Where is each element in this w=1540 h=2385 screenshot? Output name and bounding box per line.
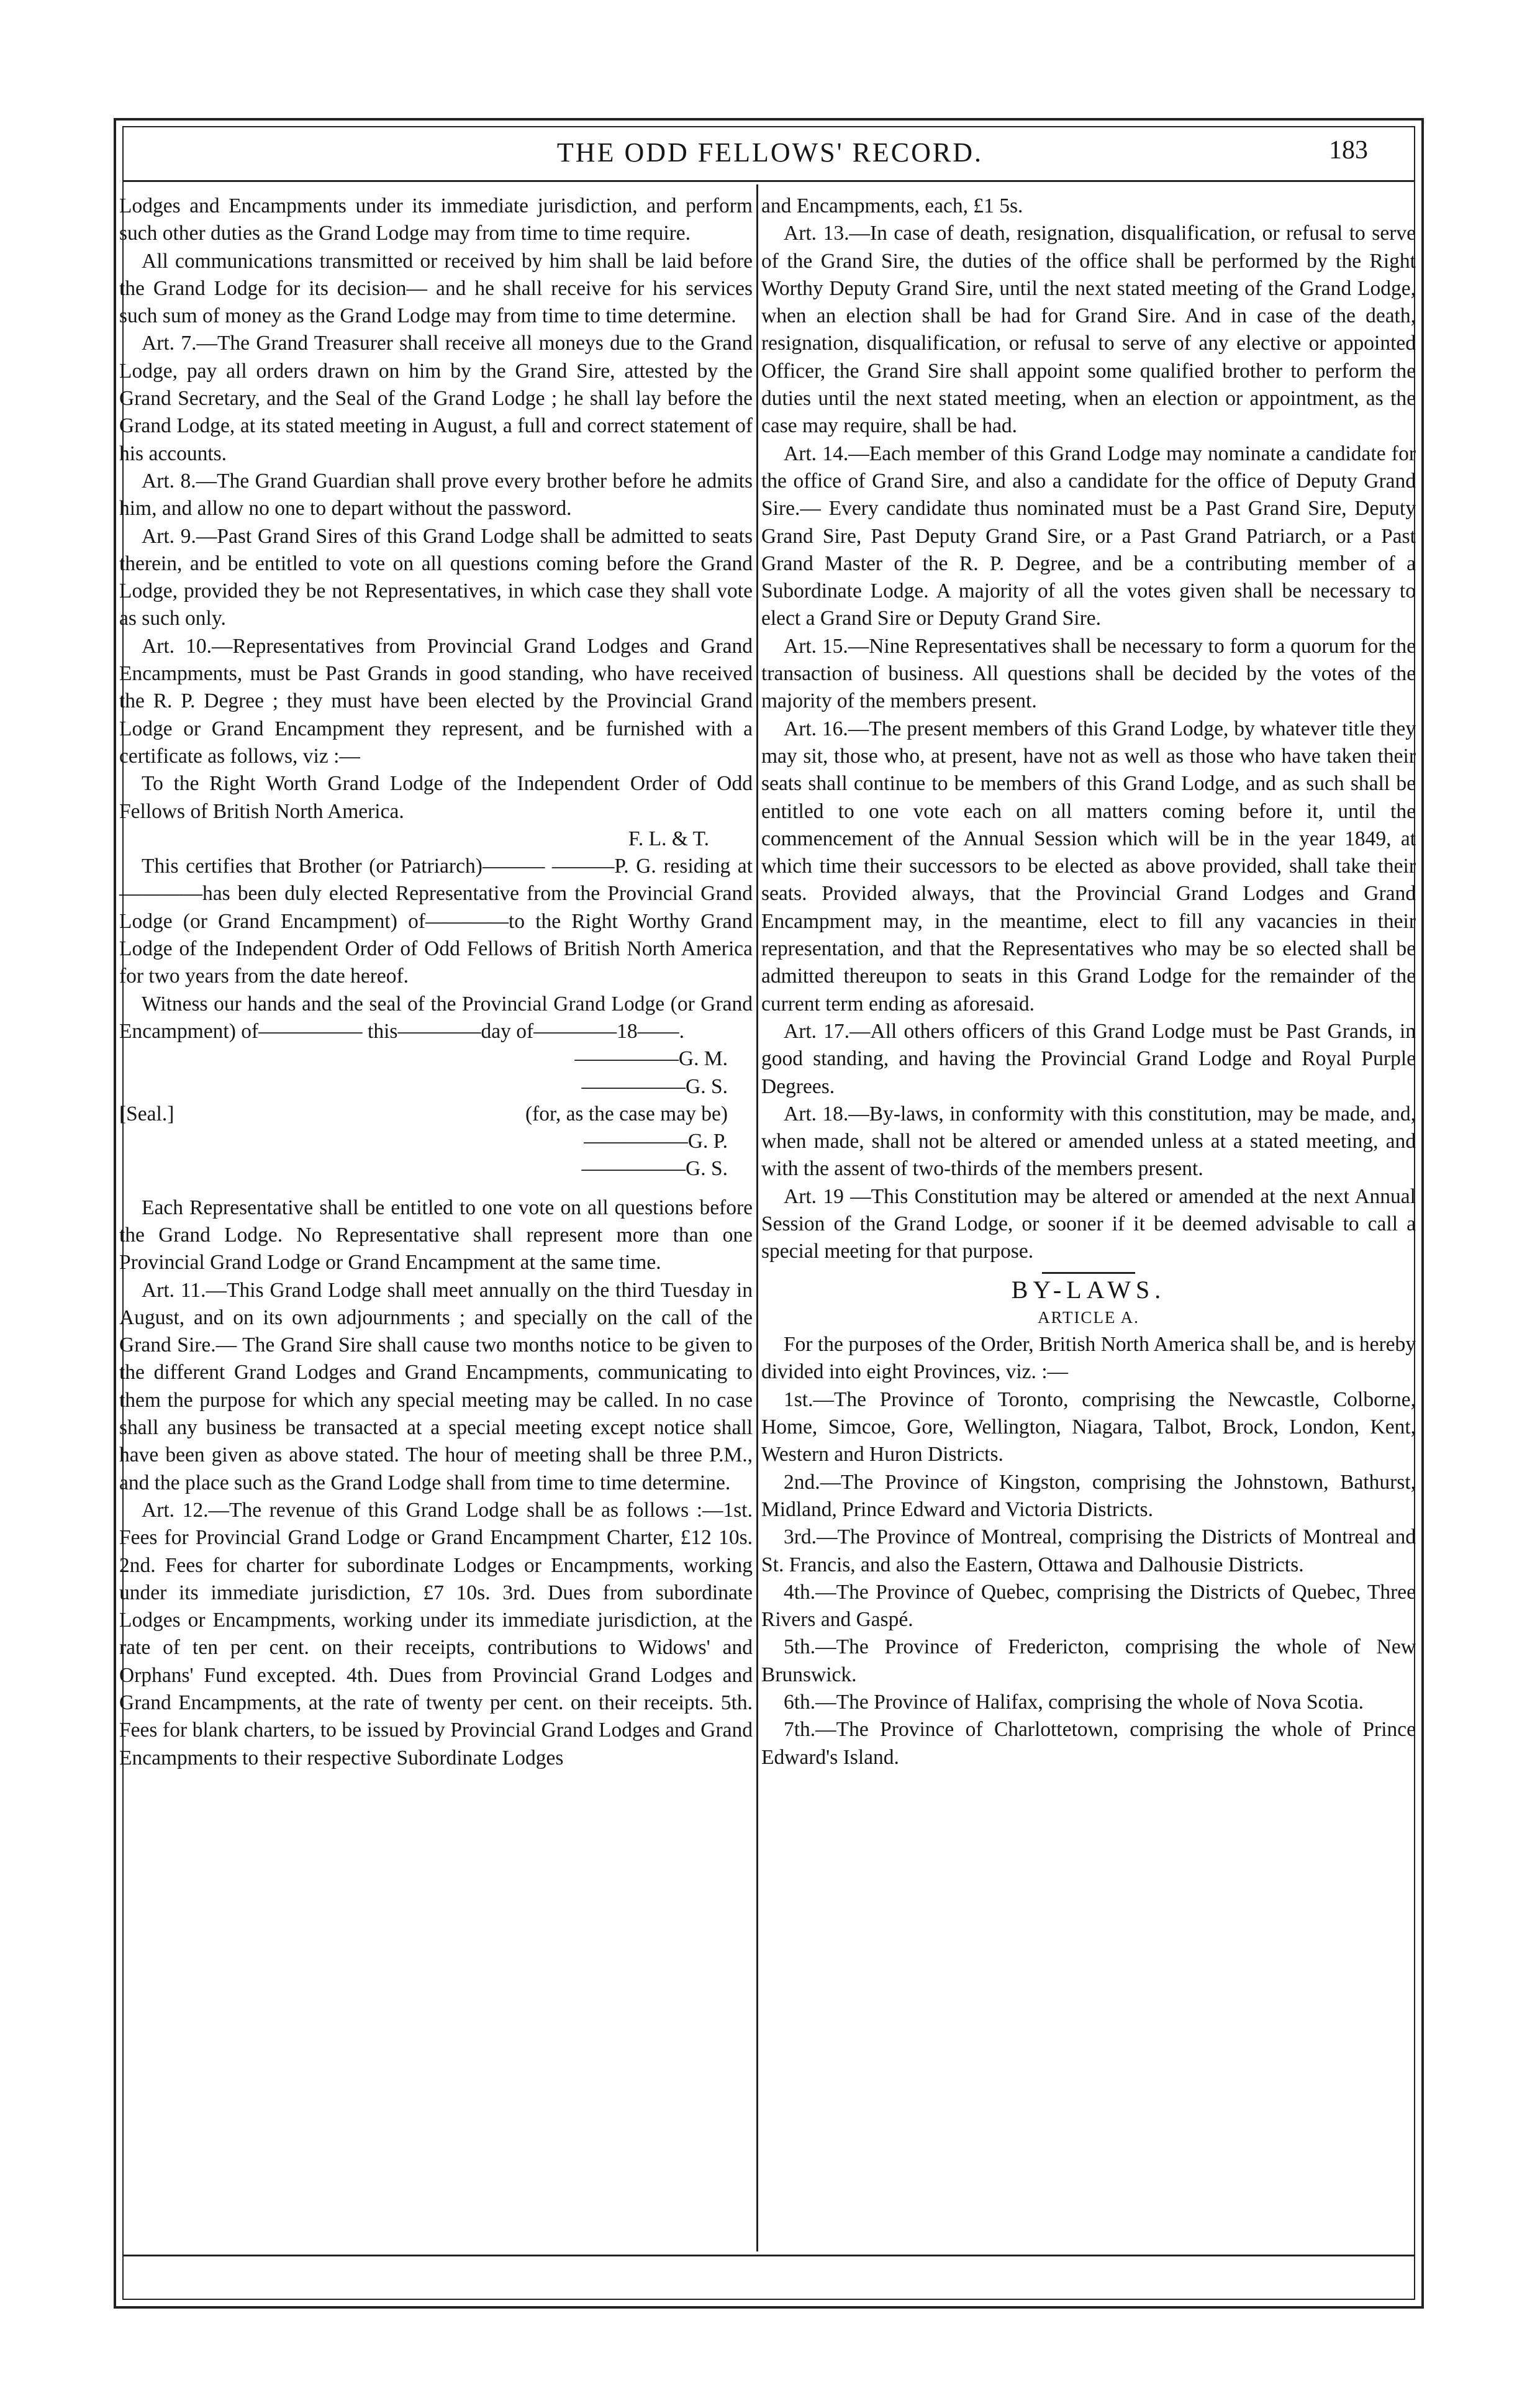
- province-7: 7th.—The Province of Charlottetown, comprising the whole of Prince Edward's Island.: [761, 1718, 1416, 1769]
- article-10: Art. 10.—Representatives from Provincial Grand Lodges and Grand Encampments, must be Past Grands in good standing, who have received the R. P. Degree ; they must have been elected by the Provincial Grand Lodge or Grand Encampment they represent, and be furnished with a certificate as follows, viz :—: [119, 634, 753, 768]
- article-11: Art. 11.—This Grand Lodge shall meet annually on the third Tuesday in August, and on its own adjournments ; and specially on the call of the Grand Sire.— The Grand Sire shall cause two months notice to be given to the different Grand Lodges and Grand Encampments, communicating to them the purpose for which any special meeting may be called. In no case shall any business be transacted at a special meeting except notice shall have been given as above stated. The hour of meeting shall be three P.M., and the place such as the Grand Lodge shall from time to time determine.: [119, 1278, 753, 1494]
- column-divider: [756, 184, 758, 2251]
- seal-label: [Seal.]: [119, 1102, 174, 1125]
- province-1: 1st.—The Province of Toronto, comprising the Newcastle, Colborne, Home, Simcoe, Gore, Wellington, Niagara, Talbot, Brock, London, Kent, Western and Huron Districts.: [761, 1388, 1416, 1466]
- running-head-title: THE ODD FELLOWS' RECORD.: [556, 137, 984, 168]
- paragraph: and Encampments, each, £1 5s.: [761, 194, 1023, 217]
- signature-gm: —————G. M.: [574, 1047, 728, 1071]
- left-column: [119, 193, 753, 1772]
- footer-rule: [123, 2255, 1415, 2256]
- certificate-body: This certifies that Brother (or Patriarch)——— ———P. G. residing at————has been duly elected Representative from the Provincial Grand Lodge (or Grand Encampment) of————to the Right Worthy Grand Lodge of the Independent Order of Odd Fellows of British North America for two years from the date hereof.: [119, 855, 753, 988]
- article-15: Art. 15.—Nine Representatives shall be necessary to form a quorum for the transaction of business. All questions shall be decided by the votes of the majority of the members present.: [761, 634, 1416, 713]
- signature-gs-2: —————G. S.: [581, 1157, 728, 1181]
- province-6: 6th.—The Province of Halifax, comprising the whole of Nova Scotia.: [784, 1691, 1364, 1714]
- certificate-witness: Witness our hands and the seal of the Provincial Grand Lodge (or Grand Encampment) of————— this————day of————18——.: [119, 992, 753, 1043]
- province-5: 5th.—The Province of Fredericton, comprising the whole of New Brunswick.: [761, 1635, 1416, 1686]
- article-18: Art. 18.—By-laws, in conformity with this constitution, may be made, and, when made, shall not be altered or amended unless at a stated meeting, and with the assent of two-thirds of the members present.: [761, 1102, 1416, 1181]
- article-9: Art. 9.—Past Grand Sires of this Grand Lodge shall be admitted to seats therein, and be entitled to vote on all questions coming before the Grand Lodge, provided they be not Representatives, in which case they shall vote as such only.: [119, 524, 753, 630]
- certificate-address: To the Right Worth Grand Lodge of the Independent Order of Odd Fellows of British North America.: [119, 772, 753, 823]
- article-13: Art. 13.—In case of death, resignation, disqualification, or refusal to serve of the Grand Sire, the duties of the office shall be performed by the Right Worthy Deputy Grand Sire, until the next stated meeting of the Grand Lodge, when an election shall be had for Grand Sire. And in case of the death, resignation, disqualification, or refusal to serve of any elective or appointed Officer, the Grand Sire shall appoint some qualified brother to perform the duties until the next stated meeting, when an election or appointment, as the case may require, shall be had.: [761, 222, 1416, 438]
- paragraph: All communications transmitted or received by him shall be laid before the Grand Lodge for its decision— and he shall receive for his services such sum of money as the Grand Lodge may from time to time determine.: [119, 249, 753, 328]
- article-19: Art. 19 —This Constitution may be altered or amended at the next Annual Session of the Grand Lodge, or sooner if it be deemed advisable to call a special meeting for that purpose.: [761, 1184, 1416, 1263]
- article-17: Art. 17.—All others officers of this Grand Lodge must be Past Grands, in good standing, and having the Provincial Grand Lodge and Royal Purple Degrees.: [761, 1019, 1416, 1098]
- certificate-motto: F. L. & T.: [628, 827, 709, 850]
- page-number: 183: [1329, 136, 1368, 165]
- article-12: Art. 12.—The revenue of this Grand Lodge shall be as follows :—1st. Fees for Provincial Grand Lodge or Grand Encampment Charter, £12 10s. 2nd. Fees for charter for subordinate Lodges or Encampments, working under its immediate jurisdiction, £7 10s. 3rd. Dues from subordinate Lodges or Encampments, working under its immediate jurisdiction, at the rate of ten per cent. on their receipts, contributions to Widows' and Orphans' Fund excepted. 4th. Dues from Provincial Grand Lodges and Grand Encampments, at the rate of twenty per cent. on their receipts. 5th. Fees for blank charters, to be issued by Provincial Grand Lodges and Grand Encampments to their respective Subordinate Lodges: [119, 1498, 753, 1769]
- article-16: Art. 16.—The present members of this Grand Lodge, by whatever title they may sit, those who, at present, have not as well as those who have taken their seats shall continue to be members of this Grand Lodge, and as such shall be entitled to one vote each on all matters coming before it, until the commencement of the Annual Session which will be in the year 1849, at which time their successors to be elected as above provided, shall take their seats. Provided always, that the Provincial Grand Lodges and Grand Encampment may, in the meantime, elect to fill any vacancies in their representation, and that the Representatives who may be so elected shall be admitted thereupon to seats in this Grand Lodge for the remainder of the current term ending as aforesaid.: [761, 717, 1416, 1015]
- right-column: [761, 193, 1416, 1771]
- article-8: Art. 8.—The Grand Guardian shall prove every brother before he admits him, and allow no one to depart without the password.: [119, 469, 753, 520]
- section-heading-bylaws: BY-LAWS.: [1011, 1275, 1166, 1304]
- signature-gp: —————G. P.: [584, 1130, 728, 1153]
- article-7: Art. 7.—The Grand Treasurer shall receive all moneys due to the Grand Lodge, pay all orders drawn on him by the Grand Sire, attested by the Grand Secretary, and the Seal of the Grand Lodge ; he shall lay before the Grand Lodge, at its stated meeting in August, a full and correct statement of his accounts.: [119, 332, 753, 465]
- province-4: 4th.—The Province of Quebec, comprising the Districts of Quebec, Three Rivers and Gaspé.: [761, 1580, 1416, 1632]
- paragraph: For the purposes of the Order, British North America shall be, and is hereby divided into eight Provinces, viz. :—: [761, 1333, 1416, 1384]
- paragraph: Lodges and Encampments under its immediate jurisdiction, and perform such other duties as the Grand Lodge may from time to time require.: [119, 194, 753, 245]
- province-3: 3rd.—The Province of Montreal, comprising the Districts of Montreal and St. Francis, and also the Eastern, Ottawa and Dalhousie Districts.: [761, 1525, 1416, 1576]
- paragraph: Each Representative shall be entitled to one vote on all questions before the Grand Lodge. No Representative shall represent more than one Provincial Grand Lodge or Grand Encampment at the same time.: [119, 1196, 753, 1274]
- section-rule: [1042, 1272, 1135, 1274]
- seal-row: [119, 1101, 753, 1128]
- seal-note: (for, as the case may be): [525, 1102, 728, 1125]
- article-14: Art. 14.—Each member of this Grand Lodge may nominate a candidate for the office of Grand Sire, and also a candidate for the office of Deputy Grand Sire.— Every candidate thus nominated must be a Past Grand Sire, Deputy Grand Sire, Past Deputy Grand Sire, or a Past Grand Patriarch, or a Past Grand Master of the R. P. Degree, and be a contributing member of a Subordinate Lodge. A majority of all the votes given shall be necessary to elect a Grand Sire or Deputy Grand Sire.: [761, 442, 1416, 630]
- signature-gs: —————G. S.: [581, 1074, 728, 1098]
- article-heading: ARTICLE A.: [1038, 1307, 1139, 1327]
- header-rule: [123, 180, 1415, 182]
- province-2: 2nd.—The Province of Kingston, comprising the Johnstown, Bathurst, Midland, Prince Edward and Victoria Districts.: [761, 1470, 1416, 1521]
